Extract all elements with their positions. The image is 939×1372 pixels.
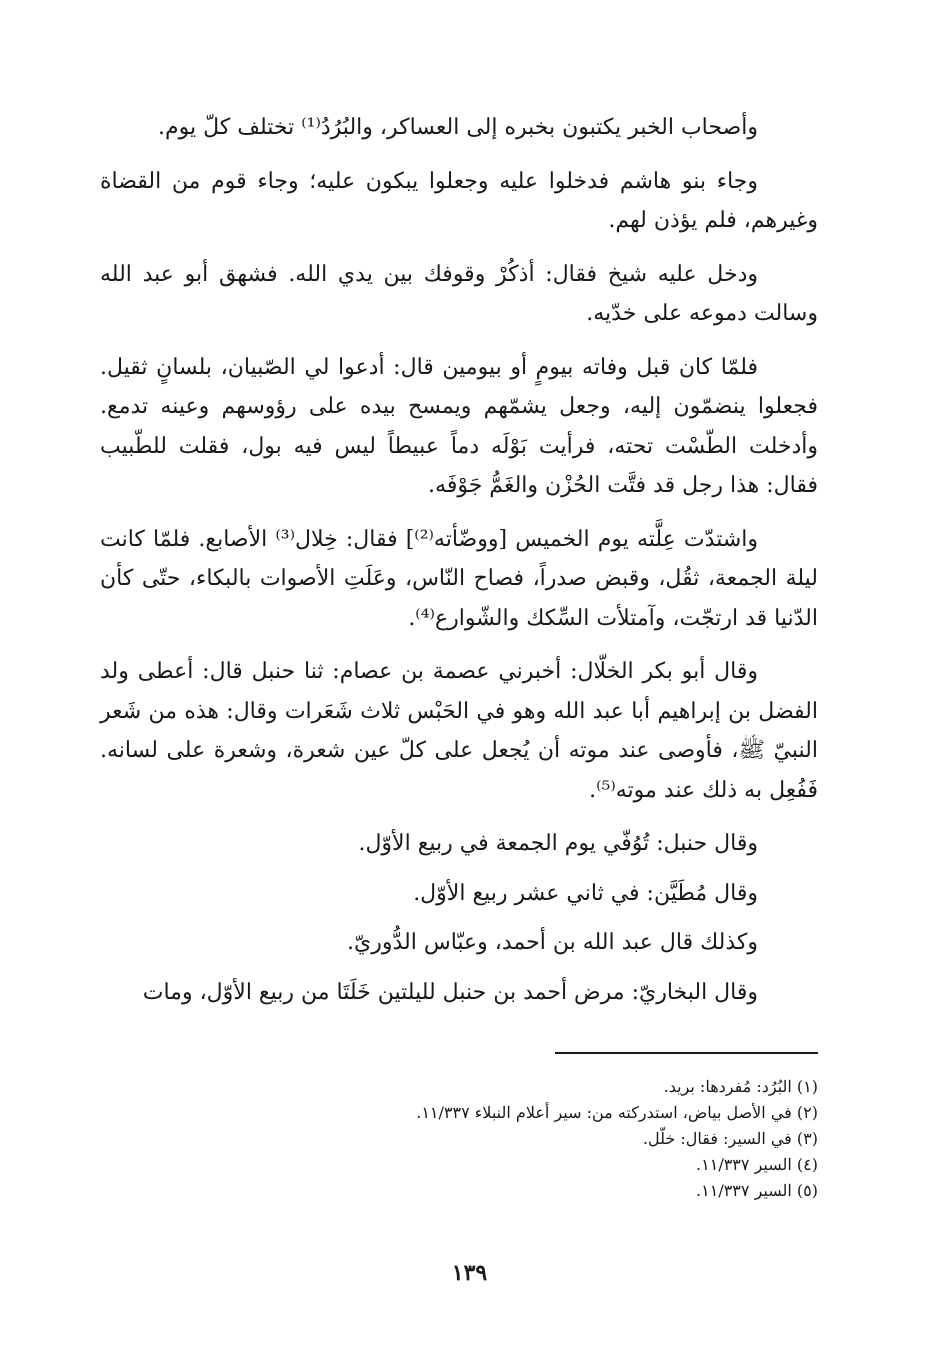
paragraph: وأصحاب الخبر يكتبون بخبره إلى العساكر، والبُرُدُ⁽¹⁾ تختلف كلّ يوم. [158,115,758,140]
paragraph: واشتدّت عِلَّته يوم الخميس [ووضّأته⁽²⁾] فقال: خِلال⁽³⁾ الأصابع. فلمّا كانت ليلة الجمعة، ثقُل، وقبض صدراً، فصاح النّاس، وعَلَتِ الأصوات بالبكاء، حتّى كأن الدّنيا قد ارتجّت، وآمتلأت السِّكك والشّوارع⁽⁴⁾. [100,526,818,631]
footnote: (٢) في الأصل بياض، استدركته من: سير أعلام النبلاء ١١/٣٣٧. [416,1103,818,1122]
paragraph: وقال حنبل: تُوُفّي يوم الجمعة في ربيع الأوّل. [358,831,758,856]
paragraph: وقال أبو بكر الخلّال: أخبرني عصمة بن عصام: ثنا حنبل قال: أعطى ولد الفضل بن إبراهيم أبا عبد الله وهو في الحَبْس ثلاث شَعَرات وقال: هذه من شَعر النبيّ ﷺ، فأوصى عند موته أن يُجعل على كلّ عين شعرة، وشعرة على لسانه. فَفُعِل به ذلك عند موته⁽⁵⁾. [100,659,818,803]
paragraph: وجاء بنو هاشم فدخلوا عليه وجعلوا يبكون عليه؛ وجاء قوم من القضاة وغيرهم، فلم يؤذن لهم. [100,168,818,233]
footnote: (٥) السير ١١/٣٣٧. [696,1181,818,1200]
footnote: (٣) في السير: فقال: خلّل. [642,1129,818,1148]
footnote-divider [555,1052,818,1054]
page-number: ١٣٩ [451,1260,488,1286]
main-text [100,108,818,1022]
paragraph: فلمّا كان قبل وفاته بيومٍ أو بيومين قال: أدعوا لي الصّبيان، بلسانٍ ثقيل. فجعلوا ينضمّون إليه، وجعل يشمّهم ويمسح بيده على رؤوسهم وعينه تدمع. وأدخلت الطّسْت تحته، فرأيت بَوْلَه دماً عبيطاً ليس فيه بول، فقلت للطّبيب فقال: هذا رجل قد فتَّت الحُزْن والغَمُّ جَوْفَه. [100,354,818,498]
paragraph: وقال البخاريّ: مرض أحمد بن حنبل لليلتين خَلَتَا من ربيع الأوّل، ومات [142,979,758,1005]
footnote: (١) البُرُد: مُفردها: بريد. [663,1077,818,1096]
paragraph: وكذلك قال عبد الله بن أحمد، وعبّاس الدُّوريّ. [347,930,758,955]
footnote: (٤) السير ١١/٣٣٧. [696,1155,818,1174]
footnotes [300,1074,818,1204]
paragraph: وقال مُطَيَّن: في ثاني عشر ربيع الأوّل. [413,880,758,906]
paragraph: ودخل عليه شيخ فقال: أذكُرْ وقوفك بين يدي الله. فشهق أبو عبد الله وسالت دموعه على خدّيه. [100,261,818,326]
